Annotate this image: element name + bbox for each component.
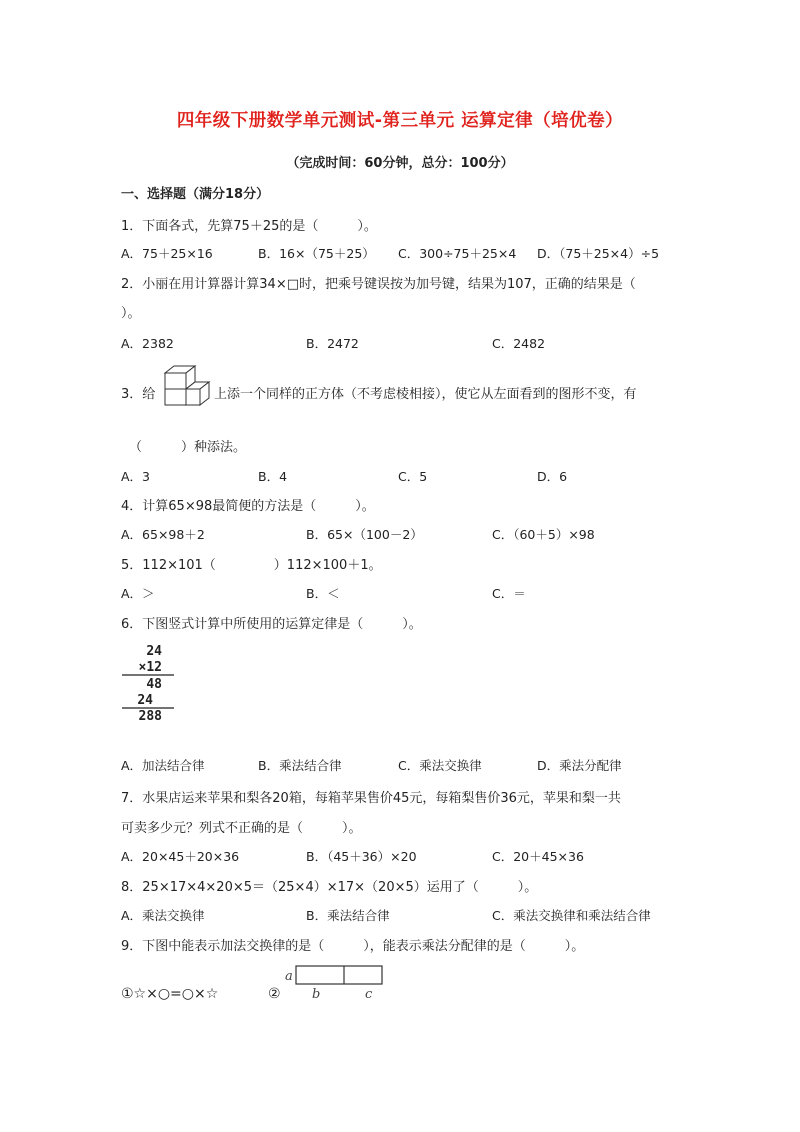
q9-item-1: ①☆×○=○×☆ <box>121 986 219 1002</box>
q9-item-2-number: ② <box>268 986 281 1002</box>
question-7-stem-line2: 可卖多少元？列式不正确的是（ ）。 <box>121 821 362 836</box>
question-9-stem: 9．下图中能表示加法交换律的是（ ），能表示乘法分配律的是（ ）。 <box>121 939 585 954</box>
calc-row-multiplicand: 24 <box>146 644 162 659</box>
q1-option-c: C．300÷75＋25×4 <box>398 246 517 261</box>
section-heading: 一、选择题（满分18分） <box>121 187 270 202</box>
question-5-stem <box>121 554 382 573</box>
q4-option-b: B．65×（100－2） <box>306 527 423 542</box>
question-4-stem: 4．计算65×98最简便的方法是（ ）。 <box>121 499 375 514</box>
cube-stack-figure <box>157 360 215 412</box>
label-c: c <box>365 987 373 1002</box>
label-b: b <box>312 987 321 1002</box>
q3-option-b: B．4 <box>258 469 288 484</box>
question-8-stem: 8．25×17×4×20×5＝（25×4）×17×（20×5）运用了（ ）。 <box>121 880 538 895</box>
label-a: a <box>285 969 293 984</box>
split-rectangle <box>296 966 382 984</box>
q3-option-a: A．3 <box>121 469 151 484</box>
q5-option-a: A．＞ <box>121 586 155 601</box>
q4-option-a: A．65×98＋2 <box>121 527 205 542</box>
q7-option-b: B．（45＋36）×20 <box>306 849 417 864</box>
q5-stem-left: 5．112×101（ <box>121 558 216 573</box>
question-2-stem-line2: ）。 <box>121 306 141 321</box>
q7-option-c: C．20＋45×36 <box>492 849 584 864</box>
calc-row-multiplier: ×12 <box>138 660 162 675</box>
q5-option-b: B．＜ <box>306 586 340 601</box>
q6-option-b: B．乘法结合律 <box>258 758 342 773</box>
q7-option-a: A．20×45＋20×36 <box>121 849 240 864</box>
q5-stem-right: ）112×100＋1。 <box>273 558 382 573</box>
q2-option-b: B．2472 <box>306 336 359 351</box>
q6-option-d: D．乘法分配律 <box>537 758 622 773</box>
q2-option-c: C．2482 <box>492 336 546 351</box>
calc-row-partial-2: 24 <box>137 693 153 708</box>
calc-row-partial-1: 48 <box>146 677 162 692</box>
q4-option-c: C．（60＋5）×98 <box>492 527 595 542</box>
q5-option-c: C．＝ <box>492 586 526 601</box>
calc-row-result: 288 <box>138 709 162 723</box>
q8-option-a: A．乘法交换律 <box>121 908 205 923</box>
area-rectangle-figure <box>283 963 387 1005</box>
page-title: 四年级下册数学单元测试-第三单元 运算定律（培优卷） <box>176 111 624 131</box>
q6-option-c: C．乘法交换律 <box>398 758 482 773</box>
q6-option-a: A．加法结合律 <box>121 758 205 773</box>
question-3-prefix: 3．给 <box>121 387 156 402</box>
vertical-multiplication-figure <box>120 641 182 723</box>
question-3-stem-line2: （ ）种添法。 <box>129 440 247 455</box>
q1-option-b: B．16×（75＋25） <box>258 246 375 261</box>
question-2-stem-line1: 2．小丽在用计算器计算34×□时，把乘号键误按为加号键，结果为107，正确的结果是（ <box>121 277 636 292</box>
question-6-stem: 6．下图竖式计算中所使用的运算定律是（ ）。 <box>121 617 422 632</box>
question-1-stem: 1．下面各式，先算75＋25的是（ ）。 <box>121 219 377 234</box>
q3-option-d: D．6 <box>537 469 568 484</box>
question-3-stem-line1: 上添一个同样的正方体（不考虑棱相接），使它从左面看到的图形不变，有 <box>214 387 637 402</box>
question-7-stem-line1: 7．水果店运来苹果和梨各20箱，每箱苹果售价45元，每箱梨售价36元，苹果和梨一共 <box>121 791 621 806</box>
q1-option-a: A．75＋25×16 <box>121 246 213 261</box>
q8-option-c: C．乘法交换律和乘法结合律 <box>492 908 651 923</box>
q1-option-d: D．（75＋25×4）÷5 <box>537 246 660 261</box>
q2-option-a: A．2382 <box>121 336 174 351</box>
page-subtitle: （完成时间：60分钟，总分：100分） <box>286 156 514 171</box>
q3-option-c: C．5 <box>398 469 428 484</box>
q8-option-b: B．乘法结合律 <box>306 908 390 923</box>
